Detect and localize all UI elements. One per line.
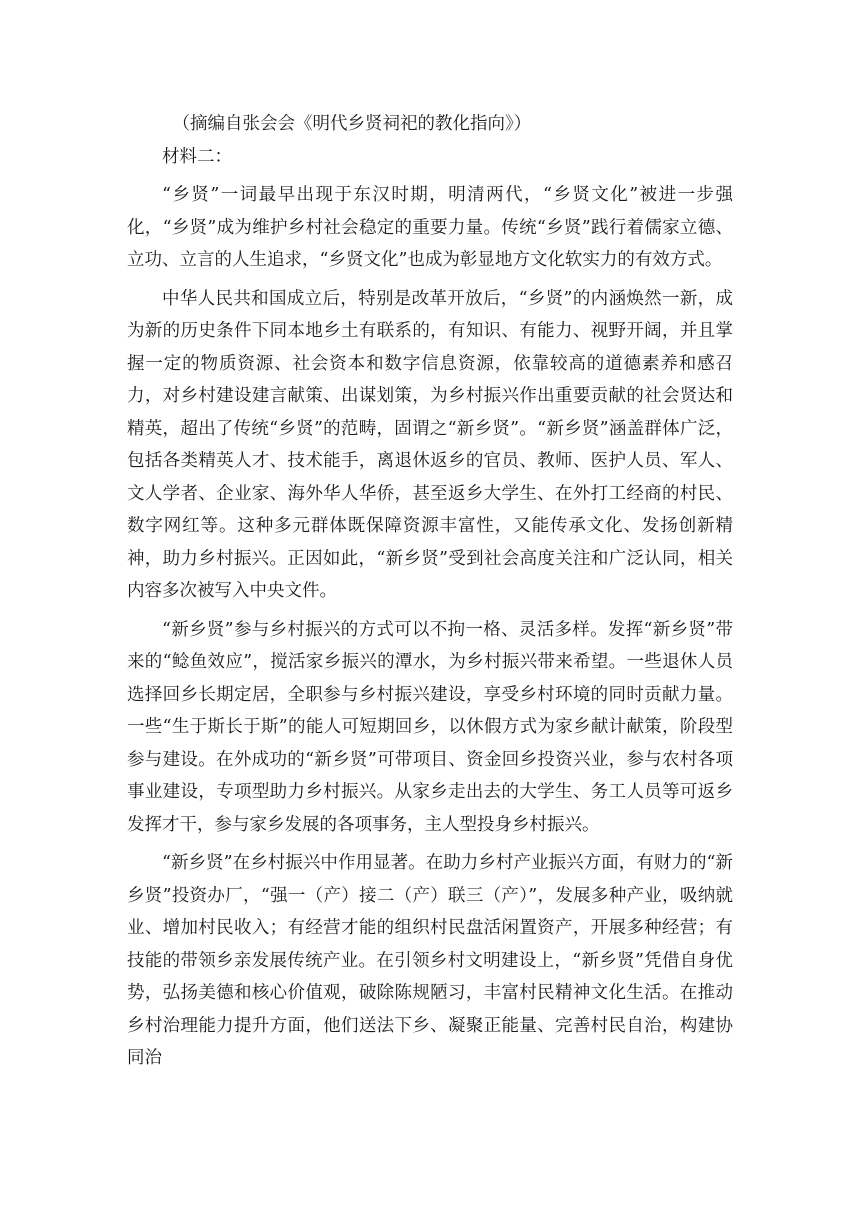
source-citation: （摘编自张会会《明代乡贤祠祀的教化指向》） bbox=[172, 114, 532, 134]
paragraph-4: “新乡贤”在乡村振兴中作用显著。在助力乡村产业振兴方面，有财力的“新乡贤”投资办厂，“强一（产）接二（产）联三（产）”，发展多种产业，吸纳就业、增加村民收入；有经营才能的组织村民盘活闲置资产，开展多种经营；有技能的带领乡亲发展传统产业。在引领乡村文明建设上，“新乡贤”凭借自身优势，弘扬美德和核心价值观，破除陈规陋习，丰富村民精神文化生活。在推动乡村治理能力提升方面，他们送法下乡、凝聚正能量、完善村民自治，构建协同治 bbox=[127, 853, 733, 1068]
paragraph-2: 中华人民共和国成立后，特别是改革开放后，“乡贤”的内涵焕然一新，成为新的历史条件下同本地乡土有联系的，有知识、有能力、视野开阔，并且掌握一定的物质资源、社会资本和数字信息资源，依靠较高的道德素养和感召力，对乡村建设建言献策、出谋划策，为乡村振兴作出重要贡献的社会贤达和精英，超出了传统“乡贤”的范畴，固谓之“新乡贤”。“新乡贤”涵盖群体广泛，包括各类精英人才、技术能手，离退休返乡的官员、教师、医护人员、军人、文人学者、企业家、海外华人华侨，甚至返乡大学生、在外打工经商的村民、数字网红等。这种多元群体既保障资源丰富性，又能传承文化、发扬创新精神，助力乡村振兴。正因如此，“新乡贤”受到社会高度关注和广泛认同，相关内容多次被写入中央文件。 bbox=[127, 288, 733, 601]
paragraph-3: “新乡贤”参与乡村振兴的方式可以不拘一格、灵活多样。发挥“新乡贤”带来的“鲶鱼效应”，搅活家乡振兴的潭水，为乡村振兴带来希望。一些退休人员选择回乡长期定居，全职参与乡村振兴建设，享受乡村环境的同时贡献力量。一些“生于斯长于斯”的能人可短期回乡，以休假方式为家乡献计献策，阶段型参与建设。在外成功的“新乡贤”可带项目、资金回乡投资兴业，参与农村各项事业建设，专项型助力乡村振兴。从家乡走出去的大学生、务工人员等可返乡发挥才干，参与家乡发展的各项事务，主人型投身乡村振兴。 bbox=[127, 619, 733, 835]
document-body bbox=[127, 108, 733, 1075]
section-label: 材料二： bbox=[162, 146, 232, 167]
paragraph-1: “乡贤”一词最早出现于东汉时期，明清两代，“乡贤文化”被进一步强化，“乡贤”成为维护乡村社会稳定的重要力量。传统“乡贤”践行着儒家立德、立功、立言的人生追求，“乡贤文化”也成为彰显地方文化软实力的有效方式。 bbox=[127, 185, 733, 270]
